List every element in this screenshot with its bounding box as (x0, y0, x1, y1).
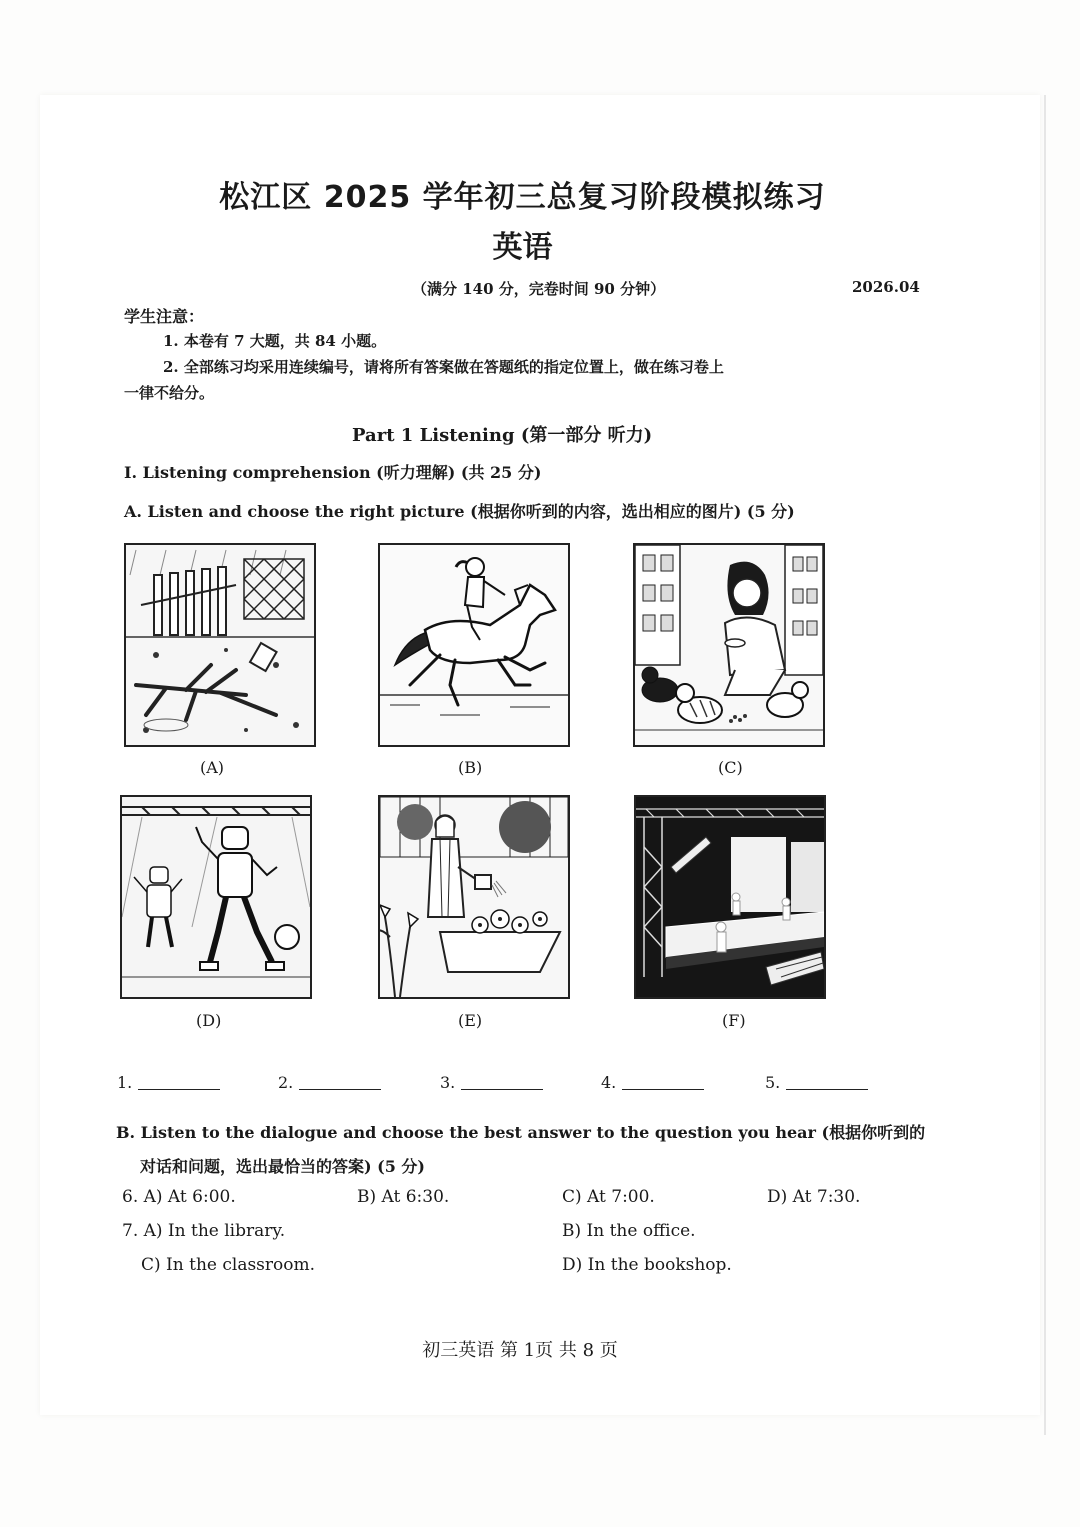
q6-option-c: C) At 7:00. (562, 1187, 655, 1207)
answer-blank-number: 3. (440, 1073, 456, 1092)
q7-option-a: 7. A) In the library. (122, 1221, 286, 1241)
q6-option-b: B) At 6:30. (357, 1187, 450, 1207)
notice-item-1: 1. 本卷有 7 大题，共 84 小题。 (163, 332, 387, 350)
answer-blank-1[interactable] (117, 1073, 220, 1092)
picture-a-label: (A) (200, 758, 225, 777)
picture-f (634, 795, 826, 999)
answer-blank-number: 4. (601, 1073, 617, 1092)
page-edge (1044, 95, 1046, 1435)
score-note: （满分 140 分，完卷时间 90 分钟） (412, 280, 666, 298)
answer-blank-number: 1. (117, 1073, 133, 1092)
section-a-heading: A. Listen and choose the right picture (根据你听到的内容，选出相应的图片) (5 分) (124, 502, 795, 521)
picture-c (633, 543, 825, 747)
picture-f-label: (F) (722, 1011, 746, 1030)
section-b-heading: B. Listen to the dialogue and choose the best answer to the question you hear (根据你听到的 (116, 1123, 926, 1142)
part-title: Part 1 Listening (第一部分 听力) (352, 425, 653, 446)
picture-b (378, 543, 570, 747)
horse-rider-icon (380, 545, 568, 745)
picture-d (120, 795, 312, 999)
exam-date: 2026.04 (852, 278, 920, 296)
answer-blank-3[interactable] (440, 1073, 543, 1092)
q6-option-d: D) At 7:30. (767, 1187, 861, 1207)
notice-heading: 学生注意： (124, 307, 205, 326)
section-b-heading-cont: 对话和问题，选出最恰当的答案) (5 分) (140, 1157, 425, 1176)
q7-option-b: B) In the office. (562, 1221, 696, 1241)
woman-watering-garden-icon (380, 797, 568, 997)
section-heading: I. Listening comprehension (听力理解) (共 25 分) (124, 463, 542, 482)
answer-blank-number: 2. (278, 1073, 294, 1092)
answer-blank-4[interactable] (601, 1073, 704, 1092)
q7-option-d: D) In the bookshop. (562, 1255, 732, 1275)
notice-item-2-cont: 一律不给分。 (124, 384, 215, 402)
picture-e-label: (E) (458, 1011, 483, 1030)
picture-d-label: (D) (196, 1011, 222, 1030)
subject-title: 英语 (492, 230, 553, 265)
q7-option-c: C) In the classroom. (141, 1255, 316, 1275)
answer-blank-5[interactable] (765, 1073, 868, 1092)
exam-title: 松江区 2025 学年初三总复习阶段模拟练习 (219, 180, 826, 215)
picture-b-label: (B) (458, 758, 483, 777)
page-footer: 初三英语 第 1页 共 8 页 (422, 1340, 618, 1361)
stage-construction-icon (636, 797, 824, 997)
answer-blank-2[interactable] (278, 1073, 381, 1092)
picture-e (378, 795, 570, 999)
storm-damaged-yard-icon (126, 545, 314, 745)
picture-c-label: (C) (718, 758, 743, 777)
dancing-robots-icon (122, 797, 310, 997)
q6-option-a: 6. A) At 6:00. (122, 1187, 236, 1207)
answer-blank-number: 5. (765, 1073, 781, 1092)
girl-feeding-cats-icon (635, 545, 823, 745)
notice-item-2: 2. 全部练习均采用连续编号，请将所有答案做在答题纸的指定位置上，做在练习卷上 (163, 358, 724, 376)
picture-a (124, 543, 316, 747)
